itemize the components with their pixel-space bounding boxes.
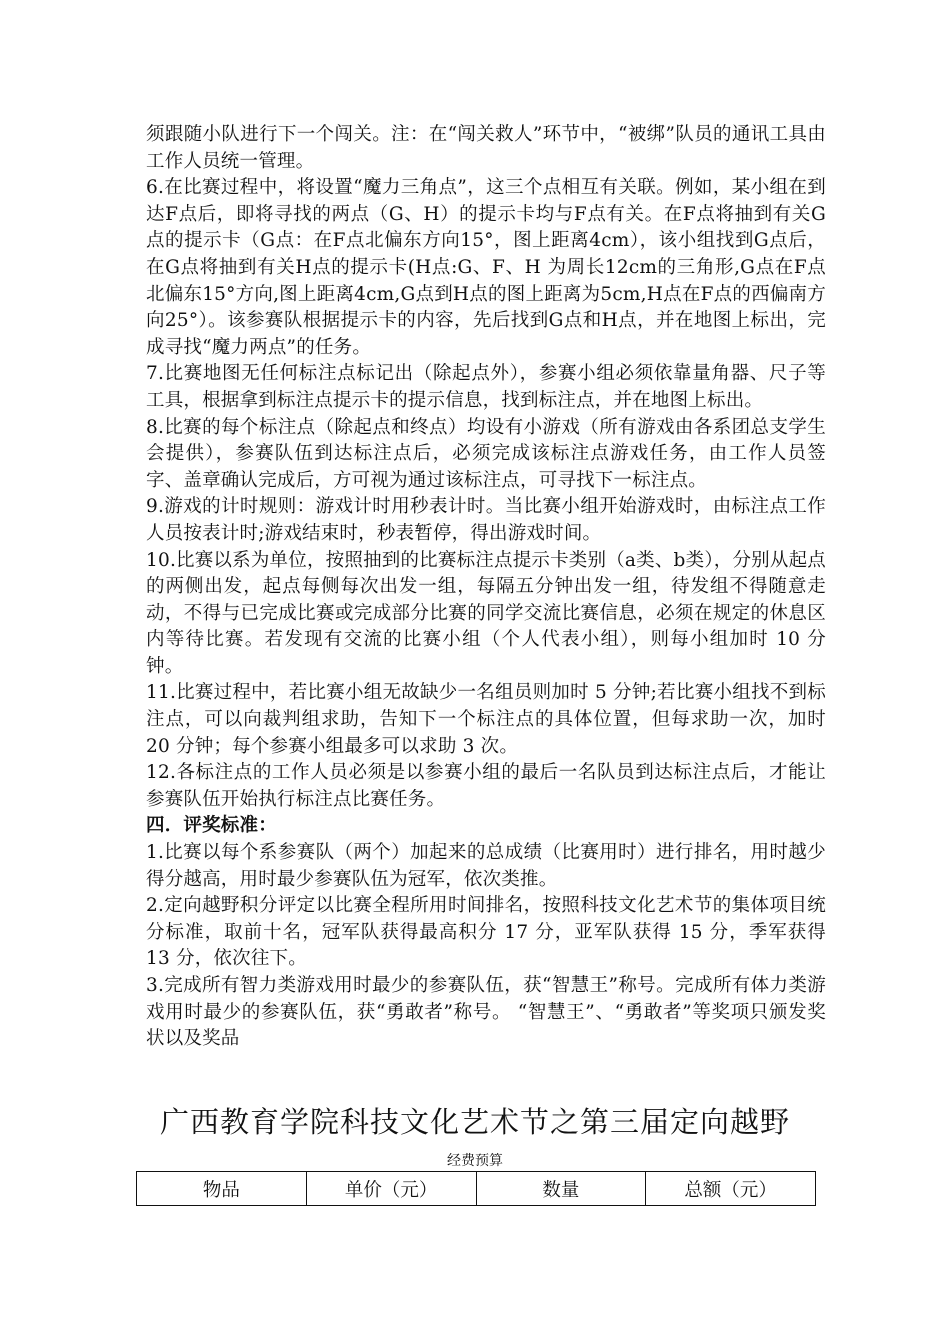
column-header-unit-price: 单价（元）	[306, 1172, 476, 1206]
rule-6-paragraph: 6.在比赛过程中，将设置“魔力三角点”，这三个点相互有关联。例如，某小组在到达F点后，即将寻找的两点（G、H）的提示卡均与F点有关。在F点将抽到有关G点的提示卡（G点：在F点北偏东方向15°，图上距离4cm），该小组找到G点后，在G点将抽到有关H点的提示卡(H点:G、F、H 为周长12cm的三角形,G点在F点北偏东15°方向,图上距离4cm,G点到H点的图上距离为5cm,H点在F点的西偏南方向25°）。该参赛队根据提示卡的内容，先后找到G点和H点，并在地图上标出，完成寻找“魔力两点”的任务。	[146, 177, 826, 358]
column-header-quantity: 数量	[476, 1172, 646, 1206]
award-rule-1-paragraph: 1.比赛以每个系参赛队（两个）加起来的总成绩（比赛用时）进行排名，用时越少得分越高，用时最少参赛队伍为冠军，依次类推。	[146, 842, 826, 890]
document-body	[146, 122, 826, 1053]
award-rule-2-paragraph: 2.定向越野积分评定以比赛全程所用时间排名，按照科技文化艺术节的集体项目统分标准，取前十名，冠军队获得最高积分 17 分，亚军队获得 15 分，季军获得 13 分，依次往下。	[146, 895, 826, 970]
paragraph-continuation: 须跟随小队进行下一个闯关。注：在“闯关救人”环节中，“被绑”队员的通讯工具由工作人员统一管理。	[146, 124, 826, 172]
rule-12-paragraph: 12.各标注点的工作人员必须是以参赛小组的最后一名队员到达标注点后，才能让参赛队伍开始执行标注点比赛任务。	[146, 762, 826, 810]
column-header-item: 物品	[137, 1172, 307, 1206]
award-rule-3-paragraph: 3.完成所有智力类游戏用时最少的参赛队伍，获“智慧王”称号。完成所有体力类游戏用时最少的参赛队伍，获“勇敢者”称号。 “智慧王”、“勇敢者”等奖项只颁发奖状以及奖品	[146, 975, 826, 1050]
budget-subtitle: 经费预算	[447, 1153, 503, 1169]
section-heading-awards: 四．评奖标准：	[146, 815, 277, 837]
budget-table	[136, 1171, 816, 1206]
rule-8-paragraph: 8.比赛的每个标注点（除起点和终点）均设有小游戏（所有游戏由各系团总支学生会提供），参赛队伍到达标注点后，必须完成该标注点游戏任务，由工作人员签字、盖章确认完成后，方可视为通过该标注点，可寻找下一标注点。	[146, 416, 826, 491]
budget-title: 广西教育学院科技文化艺术节之第三届定向越野	[159, 1105, 790, 1139]
rule-11-paragraph: 11.比赛过程中，若比赛小组无故缺少一名组员则加时 5 分钟;若比赛小组找不到标注点，可以向裁判组求助，告知下一个标注点的具体位置，但每求助一次，加时 20 分钟；每个参赛小组最多可以求助 3 次。	[146, 682, 826, 757]
budget-table-header-row	[137, 1172, 816, 1206]
rule-10-paragraph: 10.比赛以系为单位，按照抽到的比赛标注点提示卡类别（a类、b类），分别从起点的两侧出发，起点每侧每次出发一组，每隔五分钟出发一组，待发组不得随意走动，不得与已完成比赛或完成部分比赛的同学交流比赛信息，必须在规定的休息区内等待比赛。若发现有交流的比赛小组（个人代表小组），则每小组加时 10 分钟。	[146, 549, 826, 677]
rule-7-paragraph: 7.比赛地图无任何标注点标记出（除起点外），参赛小组必须依靠量角器、尺子等工具，根据拿到标注点提示卡的提示信息，找到标注点，并在地图上标出。	[146, 363, 826, 411]
column-header-total: 总额（元）	[646, 1172, 816, 1206]
rule-9-paragraph: 9.游戏的计时规则：游戏计时用秒表计时。当比赛小组开始游戏时，由标注点工作人员按表计时;游戏结束时，秒表暂停，得出游戏时间。	[146, 496, 826, 544]
